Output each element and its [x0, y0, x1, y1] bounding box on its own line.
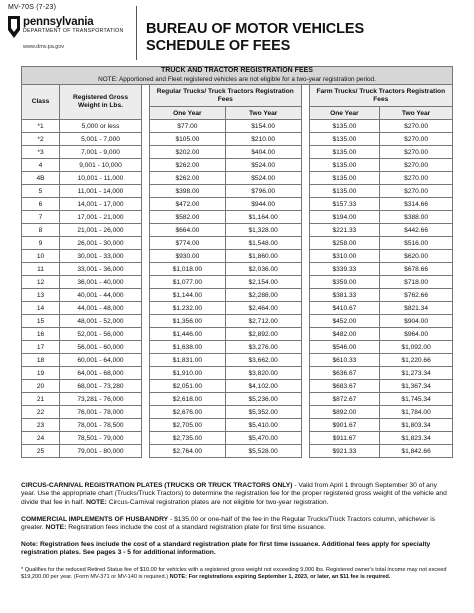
cell-weight: 36,001 - 40,000: [60, 276, 142, 289]
cell-weight: 44,001 - 48,000: [60, 302, 142, 315]
table-row: [22, 445, 453, 458]
header-divider: [136, 6, 137, 60]
column-gap: [301, 380, 309, 393]
column-gap: [142, 133, 150, 146]
cell-class: *2: [22, 133, 60, 146]
cell-regular-one-year: $202.00: [150, 146, 226, 159]
cell-weight: 11,001 - 14,000: [60, 185, 142, 198]
cell-class: 8: [22, 224, 60, 237]
cell-regular-two-year: $944.00: [225, 198, 301, 211]
cell-farm-one-year: $258.00: [309, 237, 380, 250]
cell-farm-one-year: $410.67: [309, 302, 380, 315]
table-row: [22, 393, 453, 406]
husbandry-section: [21, 516, 453, 533]
cell-weight: 33,001 - 36,000: [60, 263, 142, 276]
cell-regular-two-year: $2,712.00: [225, 315, 301, 328]
column-gap: [142, 120, 150, 133]
cell-class: 15: [22, 315, 60, 328]
cell-farm-two-year: $1,823.34: [380, 432, 453, 445]
table-row: [22, 133, 453, 146]
column-gap: [142, 146, 150, 159]
cell-farm-one-year: $610.33: [309, 354, 380, 367]
cell-regular-two-year: $2,892.00: [225, 328, 301, 341]
col-regular-header: Regular Trucks/ Truck Tractors Registration Fees: [150, 85, 302, 107]
cell-class: 18: [22, 354, 60, 367]
cell-weight: 10,001 - 11,000: [60, 172, 142, 185]
cell-farm-one-year: $636.67: [309, 367, 380, 380]
cell-class: 21: [22, 393, 60, 406]
registration-fees-table: [21, 66, 453, 458]
column-gap: [301, 315, 309, 328]
cell-weight: 52,001 - 56,000: [60, 328, 142, 341]
cell-farm-one-year: $359.00: [309, 276, 380, 289]
column-gap: [142, 315, 150, 328]
cell-regular-two-year: $524.00: [225, 172, 301, 185]
column-gap: [301, 289, 309, 302]
cell-regular-one-year: $105.00: [150, 133, 226, 146]
table-row: [22, 237, 453, 250]
cell-class: 4B: [22, 172, 60, 185]
column-gap: [301, 341, 309, 354]
cell-class: *3: [22, 146, 60, 159]
table-row: [22, 328, 453, 341]
cell-farm-one-year: $381.33: [309, 289, 380, 302]
cell-class: 11: [22, 263, 60, 276]
col-weight-header: Registered Gross Weight in Lbs.: [60, 85, 142, 120]
column-gap: [301, 302, 309, 315]
cell-regular-one-year: $930.00: [150, 250, 226, 263]
table-row: [22, 263, 453, 276]
cell-weight: 7,001 - 9,000: [60, 146, 142, 159]
column-gap: [142, 445, 150, 458]
table-row: [22, 354, 453, 367]
cell-weight: 5,001 - 7,000: [60, 133, 142, 146]
cell-weight: 79,001 - 80,000: [60, 445, 142, 458]
page-header: [8, 4, 468, 62]
cell-regular-one-year: $2,676.00: [150, 406, 226, 419]
cell-regular-one-year: $1,638.00: [150, 341, 226, 354]
column-gap: [301, 367, 309, 380]
footnote: [21, 567, 453, 581]
table-row: [22, 198, 453, 211]
table-row: [22, 432, 453, 445]
circus-heading: CIRCUS-CARNIVAL REGISTRATION PLATES (TRUCKS OR TRUCK TRACTORS ONLY): [21, 482, 293, 489]
column-gap: [301, 445, 309, 458]
logo-text: [23, 17, 124, 35]
cell-farm-two-year: $821.34: [380, 302, 453, 315]
table-row: [22, 224, 453, 237]
column-gap: [142, 185, 150, 198]
cell-farm-two-year: $1,367.34: [380, 380, 453, 393]
cell-regular-two-year: $5,528.00: [225, 445, 301, 458]
cell-farm-one-year: $221.33: [309, 224, 380, 237]
cell-regular-two-year: $5,470.00: [225, 432, 301, 445]
table-row: [22, 276, 453, 289]
column-gap: [301, 393, 309, 406]
cell-farm-two-year: $718.00: [380, 276, 453, 289]
cell-farm-one-year: $135.00: [309, 172, 380, 185]
column-gap: [301, 198, 309, 211]
table-row: [22, 120, 453, 133]
cell-farm-one-year: $135.00: [309, 159, 380, 172]
cell-weight: 48,001 - 52,000: [60, 315, 142, 328]
title-line-1: BUREAU OF MOTOR VEHICLES: [146, 21, 365, 37]
cell-class: 5: [22, 185, 60, 198]
column-gap: [142, 289, 150, 302]
cell-regular-two-year: $5,236.00: [225, 393, 301, 406]
footnote-bold: NOTE: For registrations expiring September 1, 2023, or later, an $11 fee is required.: [169, 574, 391, 581]
fee-rows: [22, 120, 453, 458]
farm-one-year-header: One Year: [309, 107, 380, 120]
cell-farm-two-year: $678.66: [380, 263, 453, 276]
cell-regular-one-year: $398.00: [150, 185, 226, 198]
column-gap: [301, 419, 309, 432]
cell-regular-two-year: $524.00: [225, 159, 301, 172]
column-gap: [142, 224, 150, 237]
cell-regular-one-year: $472.00: [150, 198, 226, 211]
cell-farm-one-year: $482.00: [309, 328, 380, 341]
column-gap: [301, 250, 309, 263]
column-gap: [142, 237, 150, 250]
cell-regular-two-year: $3,276.00: [225, 341, 301, 354]
cell-class: 25: [22, 445, 60, 458]
cell-class: 24: [22, 432, 60, 445]
cell-regular-two-year: $4,102.00: [225, 380, 301, 393]
cell-regular-one-year: $1,144.00: [150, 289, 226, 302]
cell-class: 23: [22, 419, 60, 432]
cell-regular-two-year: $1,164.00: [225, 211, 301, 224]
cell-farm-two-year: $1,092.00: [380, 341, 453, 354]
column-gap: [301, 237, 309, 250]
column-gap: [142, 406, 150, 419]
column-gap: [301, 406, 309, 419]
cell-regular-two-year: $2,288.00: [225, 289, 301, 302]
cell-regular-one-year: $1,077.00: [150, 276, 226, 289]
cell-farm-two-year: $388.00: [380, 211, 453, 224]
cell-farm-one-year: $911.67: [309, 432, 380, 445]
cell-class: 6: [22, 198, 60, 211]
cell-farm-one-year: $339.33: [309, 263, 380, 276]
column-gap: [301, 185, 309, 198]
husbandry-heading: COMMERCIAL IMPLEMENTS OF HUSBANDRY: [21, 516, 169, 523]
table-row: [22, 302, 453, 315]
cell-regular-one-year: $1,018.00: [150, 263, 226, 276]
column-gap: [142, 367, 150, 380]
table-title: TRUCK AND TRACTOR REGISTRATION FEES: [161, 67, 313, 74]
column-gap: [142, 432, 150, 445]
table-row: [22, 315, 453, 328]
cell-regular-one-year: $2,705.00: [150, 419, 226, 432]
circus-body: - Valid from April 1 through September 30 of any year. Use the appropriate chart (Trucks/Truck Tractors) to determine the registration fee for the proper registered gross weight of the vehicle and divide that fee in half.: [21, 482, 447, 506]
cell-regular-one-year: $262.00: [150, 172, 226, 185]
cell-class: 14: [22, 302, 60, 315]
column-gap: [301, 328, 309, 341]
specialty-plates-note: Note: Registration fees include the cost of a standard registration plate for first time issuance. Additional fees apply for specialty registration plates. See pages 3 - 5 for additional information.: [21, 541, 431, 557]
brand-name: pennsylvania: [23, 16, 94, 28]
cell-farm-two-year: $270.00: [380, 172, 453, 185]
column-gap: [301, 354, 309, 367]
cell-class: 13: [22, 289, 60, 302]
cell-farm-one-year: $872.67: [309, 393, 380, 406]
column-gap: [142, 393, 150, 406]
page-title: [146, 21, 364, 55]
cell-regular-one-year: $582.00: [150, 211, 226, 224]
cell-regular-one-year: $1,910.00: [150, 367, 226, 380]
cell-weight: 56,001 - 60,000: [60, 341, 142, 354]
cell-weight: 60,001 - 64,000: [60, 354, 142, 367]
column-gap: [301, 432, 309, 445]
cell-farm-one-year: $892.00: [309, 406, 380, 419]
column-gap: [142, 85, 150, 120]
cell-farm-one-year: $921.33: [309, 445, 380, 458]
column-gap: [142, 250, 150, 263]
cell-weight: 30,001 - 33,000: [60, 250, 142, 263]
department-name: DEPARTMENT OF TRANSPORTATION: [23, 28, 124, 34]
col-class-header: Class: [22, 85, 60, 120]
cell-regular-two-year: $1,548.00: [225, 237, 301, 250]
cell-class: *1: [22, 120, 60, 133]
cell-farm-two-year: $270.00: [380, 146, 453, 159]
table-row: [22, 185, 453, 198]
title-line-2: SCHEDULE OF FEES: [146, 38, 291, 54]
column-gap: [142, 172, 150, 185]
column-gap: [301, 224, 309, 237]
cell-farm-one-year: $157.33: [309, 198, 380, 211]
cell-regular-two-year: $5,410.00: [225, 419, 301, 432]
website-url[interactable]: www.dmv.pa.gov: [23, 44, 65, 50]
cell-regular-one-year: $2,735.00: [150, 432, 226, 445]
cell-weight: 64,001 - 68,000: [60, 367, 142, 380]
column-gap: [142, 341, 150, 354]
table-row: [22, 211, 453, 224]
table-row: [22, 341, 453, 354]
cell-regular-two-year: $2,464.00: [225, 302, 301, 315]
column-gap: [142, 276, 150, 289]
cell-weight: 5,000 or less: [60, 120, 142, 133]
cell-farm-one-year: $546.00: [309, 341, 380, 354]
husbandry-note-body: Registration fees include the cost of a standard registration plate for first time issuance.: [66, 524, 326, 532]
cell-farm-two-year: $314.66: [380, 198, 453, 211]
cell-regular-two-year: $154.00: [225, 120, 301, 133]
keystone-logo-icon: [8, 16, 20, 38]
cell-farm-one-year: $194.00: [309, 211, 380, 224]
cell-farm-two-year: $270.00: [380, 120, 453, 133]
cell-farm-two-year: $442.66: [380, 224, 453, 237]
cell-class: 22: [22, 406, 60, 419]
table-caption: [22, 67, 453, 85]
cell-farm-one-year: $135.00: [309, 146, 380, 159]
cell-class: 12: [22, 276, 60, 289]
column-gap: [142, 354, 150, 367]
farm-two-year-header: Two Year: [380, 107, 453, 120]
cell-farm-one-year: $452.00: [309, 315, 380, 328]
cell-class: 10: [22, 250, 60, 263]
column-gap: [142, 263, 150, 276]
column-gap: [142, 419, 150, 432]
cell-farm-one-year: $901.67: [309, 419, 380, 432]
column-gap: [142, 380, 150, 393]
cell-farm-one-year: $135.00: [309, 120, 380, 133]
column-gap: [142, 211, 150, 224]
cell-farm-two-year: $1,803.34: [380, 419, 453, 432]
cell-weight: 68,001 - 73,280: [60, 380, 142, 393]
cell-farm-two-year: $904.00: [380, 315, 453, 328]
cell-regular-two-year: $1,328.00: [225, 224, 301, 237]
column-gap: [301, 159, 309, 172]
cell-farm-two-year: $1,842.66: [380, 445, 453, 458]
cell-regular-one-year: $2,618.00: [150, 393, 226, 406]
cell-farm-one-year: $310.00: [309, 250, 380, 263]
column-gap: [301, 172, 309, 185]
table-row: [22, 172, 453, 185]
column-gap: [301, 263, 309, 276]
cell-farm-two-year: $1,220.66: [380, 354, 453, 367]
cell-weight: 21,001 - 26,000: [60, 224, 142, 237]
table-row: [22, 250, 453, 263]
cell-regular-two-year: $3,820.00: [225, 367, 301, 380]
table-row: [22, 367, 453, 380]
cell-weight: 78,501 - 79,000: [60, 432, 142, 445]
column-gap: [301, 276, 309, 289]
cell-weight: 17,001 - 21,000: [60, 211, 142, 224]
cell-class: 20: [22, 380, 60, 393]
cell-farm-one-year: $683.67: [309, 380, 380, 393]
cell-regular-two-year: $3,662.00: [225, 354, 301, 367]
column-gap: [301, 85, 309, 120]
cell-regular-two-year: $2,036.00: [225, 263, 301, 276]
cell-weight: 14,001 - 17,000: [60, 198, 142, 211]
col-farm-header: Farm Trucks/ Truck Tractors Registration Fees: [309, 85, 452, 107]
cell-regular-two-year: $210.00: [225, 133, 301, 146]
column-gap: [301, 211, 309, 224]
cell-farm-two-year: $270.00: [380, 185, 453, 198]
column-gap: [301, 120, 309, 133]
table-row: [22, 419, 453, 432]
table-row: [22, 406, 453, 419]
circus-note-label: NOTE:: [86, 498, 107, 506]
cell-farm-two-year: $620.00: [380, 250, 453, 263]
husbandry-body: - $135.00 or one-half of the fee in the Regular Trucks/Truck Tractors column, whichever is greater.: [21, 516, 436, 532]
cell-farm-two-year: $516.00: [380, 237, 453, 250]
table-note: NOTE: Apportioned and Fleet registered vehicles are not eligible for a two-year registration period.: [98, 75, 376, 83]
footnote-body: * Qualifies for the reduced Retired Status fee of $10.00 for vehicles with a registered gross weight not exceeding 9,000 lbs. Registered owner's total income may not exceed $19,200.00 per year. (Form MV-371 or MV-140 is required.): [21, 567, 447, 581]
cell-regular-one-year: $1,831.00: [150, 354, 226, 367]
cell-farm-two-year: $1,745.34: [380, 393, 453, 406]
cell-weight: 9,001 - 10,000: [60, 159, 142, 172]
cell-class: 19: [22, 367, 60, 380]
cell-farm-two-year: $1,273.34: [380, 367, 453, 380]
cell-weight: 78,001 - 78,500: [60, 419, 142, 432]
column-gap: [301, 133, 309, 146]
regular-two-year-header: Two Year: [225, 107, 301, 120]
cell-farm-two-year: $270.00: [380, 159, 453, 172]
cell-regular-two-year: $1,860.00: [225, 250, 301, 263]
cell-farm-two-year: $964.00: [380, 328, 453, 341]
circus-note-body: Circus-Carnival registration plates are not eligible for two-year registration.: [106, 498, 329, 506]
cell-regular-two-year: $796.00: [225, 185, 301, 198]
table-row: [22, 146, 453, 159]
circus-carnival-section: [21, 482, 453, 507]
cell-farm-one-year: $135.00: [309, 185, 380, 198]
cell-regular-one-year: $1,356.00: [150, 315, 226, 328]
column-gap: [142, 302, 150, 315]
cell-regular-one-year: $1,446.00: [150, 328, 226, 341]
cell-class: 9: [22, 237, 60, 250]
column-gap: [142, 198, 150, 211]
cell-regular-one-year: $2,764.00: [150, 445, 226, 458]
form-number: MV-70S (7-23): [8, 4, 57, 11]
cell-regular-one-year: $1,232.00: [150, 302, 226, 315]
cell-regular-one-year: $77.00: [150, 120, 226, 133]
cell-regular-one-year: $262.00: [150, 159, 226, 172]
cell-regular-one-year: $664.00: [150, 224, 226, 237]
table-row: [22, 159, 453, 172]
column-gap: [301, 146, 309, 159]
table-row: [22, 380, 453, 393]
cell-regular-one-year: $2,051.00: [150, 380, 226, 393]
cell-farm-two-year: $762.66: [380, 289, 453, 302]
cell-weight: 26,001 - 30,000: [60, 237, 142, 250]
cell-regular-one-year: $774.00: [150, 237, 226, 250]
column-gap: [142, 159, 150, 172]
table-row: [22, 289, 453, 302]
cell-class: 7: [22, 211, 60, 224]
cell-class: 16: [22, 328, 60, 341]
cell-regular-two-year: $404.00: [225, 146, 301, 159]
cell-weight: 76,001 - 78,000: [60, 406, 142, 419]
cell-weight: 73,281 - 76,000: [60, 393, 142, 406]
cell-farm-two-year: $1,784.00: [380, 406, 453, 419]
cell-regular-two-year: $2,154.00: [225, 276, 301, 289]
cell-farm-one-year: $135.00: [309, 133, 380, 146]
cell-weight: 40,001 - 44,000: [60, 289, 142, 302]
cell-farm-two-year: $270.00: [380, 133, 453, 146]
column-gap: [142, 328, 150, 341]
husbandry-note-label: NOTE:: [45, 524, 67, 532]
cell-regular-two-year: $5,352.00: [225, 406, 301, 419]
regular-one-year-header: One Year: [150, 107, 226, 120]
cell-class: 4: [22, 159, 60, 172]
cell-class: 17: [22, 341, 60, 354]
